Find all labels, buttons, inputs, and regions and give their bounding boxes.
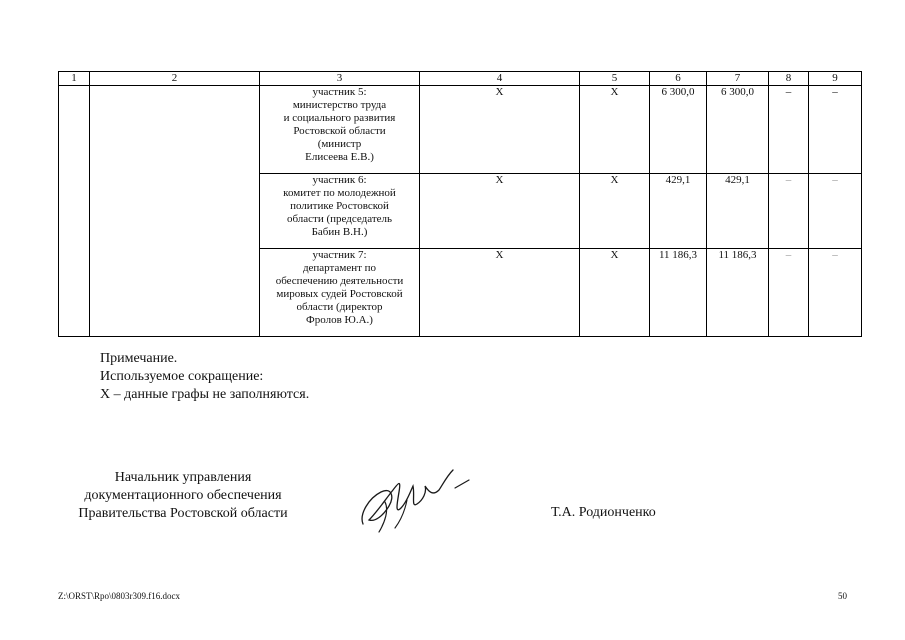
table-cell: X [420, 174, 580, 249]
table-cell: – [769, 249, 809, 337]
handwritten-signature [355, 462, 475, 538]
signer-name: Т.А. Родионченко [551, 505, 656, 520]
column-header: 4 [420, 72, 580, 86]
column-header: 9 [809, 72, 862, 86]
column-header: 8 [769, 72, 809, 86]
participant-cell [260, 86, 420, 174]
table-cell: 11 186,3 [707, 249, 769, 337]
table-header-row [59, 72, 862, 86]
empty-cell-col1 [59, 86, 90, 337]
position-line: Начальник управления [114, 470, 252, 485]
program-table [58, 71, 862, 337]
column-header: 1 [59, 72, 90, 86]
table-cell: X [580, 86, 650, 174]
table-cell: 6 300,0 [707, 86, 769, 174]
participant-text: участник 7: департамент по обеспечению деятельности мировых судей Ростовской области (директор Фролов Ю.А.) [275, 249, 404, 326]
participant-text: участник 6: комитет по молодежной политике Ростовской области (председатель Бабин В.Н.) [283, 174, 396, 238]
table-cell: – [769, 174, 809, 249]
note-line: Используемое сокращение: [100, 369, 264, 384]
table-cell: X [580, 174, 650, 249]
note-line: X – данные графы не заполняются. [100, 387, 310, 402]
table-cell: – [769, 86, 809, 174]
table-cell: – [809, 174, 862, 249]
column-header: 3 [260, 72, 420, 86]
column-header: 7 [707, 72, 769, 86]
table-cell: 429,1 [707, 174, 769, 249]
table-cell: – [809, 86, 862, 174]
table-row [59, 86, 862, 174]
note-block [100, 350, 309, 404]
table-cell: – [809, 249, 862, 337]
column-header: 6 [650, 72, 707, 86]
page-number: 50 [838, 591, 847, 601]
participant-text: участник 5: министерство труда и социального развития Ростовской области (министр Елисеева Е.В.) [283, 86, 396, 163]
column-header: 5 [580, 72, 650, 86]
participant-cell [260, 174, 420, 249]
table-cell: X [420, 249, 580, 337]
column-header: 2 [90, 72, 260, 86]
signatory-position [58, 469, 308, 523]
table-cell: 11 186,3 [650, 249, 707, 337]
table-cell: 6 300,0 [650, 86, 707, 174]
position-line: документационного обеспечения [84, 488, 282, 503]
table-cell: X [580, 249, 650, 337]
empty-cell-col2 [90, 86, 260, 337]
note-title: Примечание. [100, 351, 178, 366]
table-cell: X [420, 86, 580, 174]
position-line: Правительства Ростовской области [78, 506, 288, 521]
participant-cell [260, 249, 420, 337]
footer-file-path: Z:\ORST\Rpo\0803r309.f16.docx [58, 591, 180, 601]
table-cell: 429,1 [650, 174, 707, 249]
